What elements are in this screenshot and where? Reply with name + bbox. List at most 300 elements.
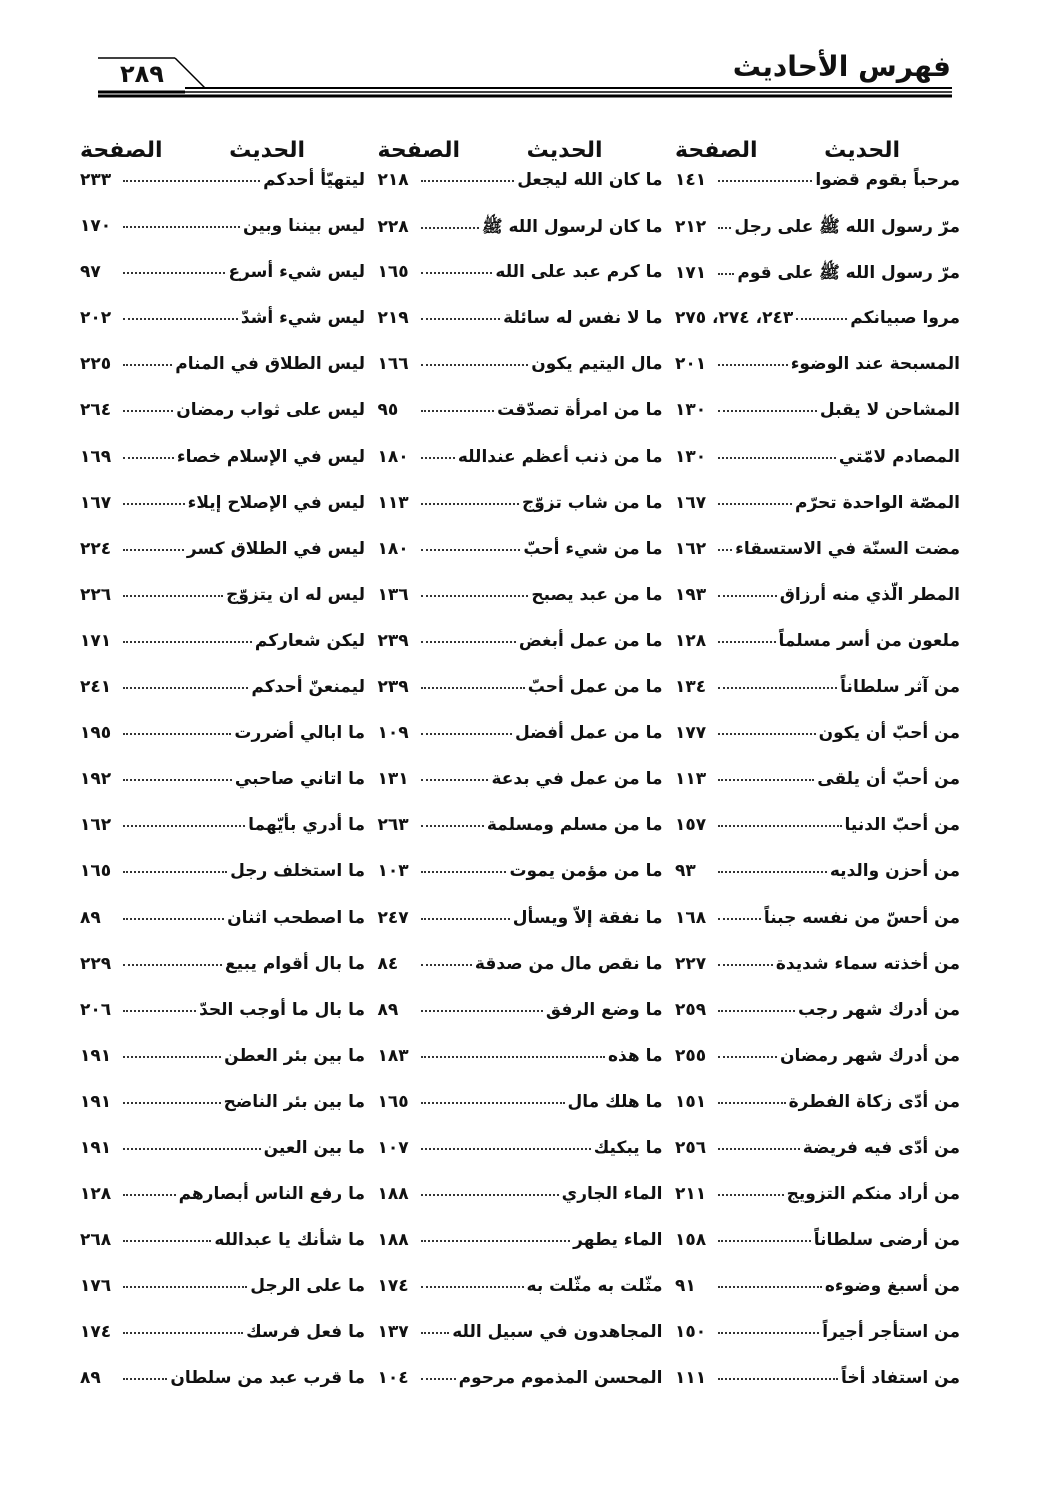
index-entry xyxy=(675,1046,960,1092)
hadith-text: من أحبّ أن يلقى xyxy=(817,769,960,790)
hadith-text: ما بال أقوام يبيع xyxy=(225,953,365,974)
page-reference: ١٦٢ xyxy=(80,815,112,836)
hadith-text: المصادم لامّتي xyxy=(838,446,960,467)
dot-leader xyxy=(718,825,842,827)
page-reference: ٢٢٤ xyxy=(80,538,112,559)
hadith-text: من أحزن والديه xyxy=(829,861,960,882)
hadith-text: ما وضع الرفق xyxy=(545,999,663,1020)
index-entry xyxy=(378,1276,663,1322)
dot-leader xyxy=(718,1102,786,1104)
index-entry xyxy=(675,400,960,446)
page-reference: ١٩١ xyxy=(80,1091,112,1112)
page-reference: ٢١٢ xyxy=(675,217,707,238)
hadith-text: ما من مؤمن يموت xyxy=(509,861,663,882)
hadith-text: ما استخلف رجل xyxy=(230,861,365,882)
index-entry xyxy=(378,585,663,631)
hadith-text: ملعون من أسر مسلماً xyxy=(778,630,960,651)
hadith-text: من أخذته سماء شديدة xyxy=(775,953,960,974)
index-entry xyxy=(675,723,960,769)
index-entry xyxy=(80,1230,365,1276)
dot-leader xyxy=(421,779,489,781)
index-column-1 xyxy=(80,130,365,1450)
hadith-text: ما فعل فرسك xyxy=(246,1322,365,1343)
index-entry xyxy=(675,262,960,308)
page-reference: ٢٢٩ xyxy=(80,953,112,974)
page-reference: ٢٠١ xyxy=(675,354,707,375)
page-reference: ٢٤٧ xyxy=(377,907,409,928)
dot-leader xyxy=(421,1102,565,1104)
hadith-text: من أراد منكم التزويج xyxy=(786,1184,960,1205)
index-entry xyxy=(378,861,663,907)
index-entry xyxy=(675,1276,960,1322)
index-entry xyxy=(675,815,960,861)
dot-leader xyxy=(421,227,480,229)
dot-leader xyxy=(421,964,472,966)
dot-leader xyxy=(421,641,516,643)
index-entry xyxy=(80,1322,365,1368)
dot-leader xyxy=(718,1056,777,1058)
page-reference: ٢١١ xyxy=(675,1184,707,1205)
index-entry xyxy=(378,723,663,769)
dot-leader xyxy=(123,687,248,689)
page-reference: ٢٢٥ xyxy=(80,354,112,375)
index-entry xyxy=(80,1092,365,1138)
page-reference: ١٧٤ xyxy=(80,1322,112,1343)
hadith-text: المجاهدون في سبيل الله xyxy=(452,1322,663,1343)
index-entry xyxy=(80,1276,365,1322)
index-entry xyxy=(80,908,365,954)
dot-leader xyxy=(123,1378,167,1380)
dot-leader xyxy=(421,503,520,505)
dot-leader xyxy=(123,871,227,873)
index-entry xyxy=(80,400,365,446)
page-reference: ٢١٩ xyxy=(377,308,409,329)
dot-leader xyxy=(123,641,252,643)
hadith-text: المصّة الواحدة تحرّم xyxy=(795,492,960,513)
page-reference: ١٧٦ xyxy=(80,1276,112,1297)
index-entry xyxy=(675,1368,960,1414)
page-reference: ١٦٢ xyxy=(675,538,707,559)
page-reference: ٩٥ xyxy=(377,400,399,421)
page-reference: ١٦٨ xyxy=(675,907,707,928)
page-reference: ١٧٤ xyxy=(377,1276,409,1297)
page-reference: ٢٢٧ xyxy=(675,953,707,974)
dot-leader xyxy=(421,825,484,827)
dot-leader xyxy=(421,457,455,459)
dot-leader xyxy=(123,549,184,551)
hadith-text: المحسن المذموم مرحوم xyxy=(458,1368,663,1389)
dot-leader xyxy=(421,549,521,551)
index-entry xyxy=(378,400,663,446)
page-number: ٢٨٩ xyxy=(120,60,164,88)
hadith-text: الماء الجاري xyxy=(561,1184,663,1205)
index-entry xyxy=(675,1230,960,1276)
column-rows xyxy=(378,170,663,1415)
page-reference: ٢٦٨ xyxy=(80,1230,112,1251)
dot-leader xyxy=(123,1194,176,1196)
hadith-text: ما نفقة إلاّ ويسأل xyxy=(512,907,663,928)
hadith-text: ما بين العين xyxy=(263,1137,365,1158)
dot-leader xyxy=(123,918,224,920)
dot-leader xyxy=(123,180,260,182)
dot-leader xyxy=(421,733,512,735)
dot-leader xyxy=(718,779,814,781)
page-reference: ١٣٤ xyxy=(675,677,707,698)
dot-leader xyxy=(718,871,827,873)
index-entry xyxy=(378,1184,663,1230)
index-entry xyxy=(675,493,960,539)
hadith-text: ما من عمل أفضل xyxy=(514,723,663,744)
dot-leader xyxy=(718,457,836,459)
page-reference: ١٠٣ xyxy=(377,861,409,882)
page-reference: ٢٠٦ xyxy=(80,999,112,1020)
page-reference: ٢٤٣، ٢٧٤، ٢٧٥ xyxy=(675,308,794,329)
dot-leader xyxy=(123,1286,247,1288)
index-entry xyxy=(378,769,663,815)
index-entry xyxy=(80,631,365,677)
hadith-text: ما كان لرسول الله ﷺ xyxy=(482,217,663,238)
index-column-3 xyxy=(675,130,960,1450)
index-entry xyxy=(378,493,663,539)
page-reference: ١٣٧ xyxy=(377,1322,409,1343)
index-entry xyxy=(675,954,960,1000)
page-reference: ٩٧ xyxy=(80,262,101,283)
hadith-text: ما على الرجل xyxy=(250,1276,365,1297)
dot-leader xyxy=(123,1332,243,1334)
index-entry xyxy=(675,354,960,400)
dot-leader xyxy=(123,1148,261,1150)
index-entry xyxy=(80,1046,365,1092)
index-entry xyxy=(675,861,960,907)
index-entry xyxy=(675,216,960,262)
hadith-text: مرحباً بقوم قضوا xyxy=(815,170,960,190)
column-heading-page: الصفحة xyxy=(80,137,163,163)
hadith-text: ليس الطلاق في المنام xyxy=(175,354,365,375)
index-entry xyxy=(378,1322,663,1368)
dot-leader xyxy=(718,180,812,182)
index-entry xyxy=(378,447,663,493)
dot-leader xyxy=(421,272,493,274)
index-entry xyxy=(378,170,663,216)
dot-leader xyxy=(123,1010,196,1012)
hadith-text: ليس في الطلاق كسر xyxy=(186,538,365,559)
column-header xyxy=(378,130,663,170)
column-heading-hadith: الحديث xyxy=(824,137,900,163)
hadith-text: من أدّى زكاة الفطرة xyxy=(788,1091,960,1112)
index-entry xyxy=(378,1000,663,1046)
index-entry xyxy=(378,1092,663,1138)
hadith-text: من استفاد أخاً xyxy=(841,1368,960,1389)
index-entry xyxy=(378,1138,663,1184)
page-reference: ١٧٠ xyxy=(80,216,112,237)
hadith-text: من أحبّ أن يكون xyxy=(818,723,960,744)
hadith-text: ليس على ثواب رمضان xyxy=(176,400,365,421)
dot-leader xyxy=(123,964,222,966)
hadith-text: المطر الّذي منه أرزاق xyxy=(779,584,960,605)
dot-leader xyxy=(718,1240,811,1242)
page-reference: ١٨٨ xyxy=(377,1230,409,1251)
page-reference: ٩١ xyxy=(675,1276,696,1297)
page-reference: ٢٣٩ xyxy=(377,677,409,698)
column-heading-page: الصفحة xyxy=(675,137,758,163)
dot-leader xyxy=(123,825,245,827)
page-reference: ١٠٤ xyxy=(377,1368,409,1389)
hadith-text: ما لا نفس له سائلة xyxy=(503,308,663,329)
dot-leader xyxy=(421,1240,571,1242)
dot-leader xyxy=(421,1010,543,1012)
column-rows xyxy=(675,170,960,1415)
index-entry xyxy=(675,908,960,954)
index-entry xyxy=(80,216,365,262)
dot-leader xyxy=(421,687,525,689)
index-entry xyxy=(675,1184,960,1230)
hadith-text: ليتهيّأ أحدكم xyxy=(263,170,365,190)
hadith-text: ليس في الإسلام خصاء xyxy=(176,446,365,467)
index-entry xyxy=(378,1368,663,1414)
dot-leader xyxy=(123,595,223,597)
hadith-text: مال اليتيم يكون xyxy=(531,354,663,375)
index-entry xyxy=(378,954,663,1000)
dot-leader xyxy=(718,918,761,920)
page-reference: ٢٣٣ xyxy=(80,170,112,190)
dot-leader xyxy=(421,595,529,597)
index-entry xyxy=(378,908,663,954)
index-columns xyxy=(80,130,960,1450)
page-reference: ٢١٨ xyxy=(377,170,409,190)
dot-leader xyxy=(421,1378,456,1380)
hadith-text: من أحسّ من نفسه جبناً xyxy=(763,907,960,928)
column-heading-hadith: الحديث xyxy=(229,137,305,163)
page-reference: ١٢٨ xyxy=(80,1184,112,1205)
page-reference: ١٦٩ xyxy=(80,446,112,467)
dot-leader xyxy=(123,1102,221,1104)
index-entry xyxy=(675,585,960,631)
dot-leader xyxy=(718,549,732,551)
index-entry xyxy=(378,262,663,308)
index-entry xyxy=(675,1092,960,1138)
column-rows xyxy=(80,170,365,1415)
hadith-text: ما هذه xyxy=(608,1045,663,1066)
dot-leader xyxy=(421,410,495,412)
index-entry xyxy=(80,447,365,493)
hadith-text: المسبحة عند الوضوء xyxy=(790,354,960,375)
dot-leader xyxy=(718,595,777,597)
dot-leader xyxy=(718,410,817,412)
page-reference: ١٨٠ xyxy=(377,446,409,467)
page-reference: ١٩٣ xyxy=(675,584,707,605)
index-entry xyxy=(80,677,365,723)
index-entry xyxy=(675,539,960,585)
hadith-text: ما من عمل أحبّ xyxy=(527,677,663,698)
index-entry xyxy=(378,631,663,677)
dot-leader xyxy=(718,1286,822,1288)
dot-leader xyxy=(123,318,238,320)
hadith-text: ما من مسلم ومسلمة xyxy=(486,815,663,836)
dot-leader xyxy=(421,918,510,920)
dot-leader xyxy=(123,503,185,505)
index-entry xyxy=(675,447,960,493)
index-entry xyxy=(675,631,960,677)
hadith-text: ما كان الله ليجعل xyxy=(517,170,663,190)
column-heading-hadith: الحديث xyxy=(526,137,603,163)
dot-leader xyxy=(123,1056,221,1058)
page-reference: ٩٣ xyxy=(675,861,696,882)
column-header xyxy=(80,130,365,170)
page-reference: ٢٦٤ xyxy=(80,400,112,421)
index-entry xyxy=(80,1184,365,1230)
page-reference: ١٠٧ xyxy=(377,1137,409,1158)
dot-leader xyxy=(421,1148,591,1150)
index-entry xyxy=(80,769,365,815)
page-reference: ١٦٧ xyxy=(675,492,707,513)
page-reference: ١٥٧ xyxy=(675,815,707,836)
hadith-text: ما يبكيك xyxy=(593,1137,663,1158)
dot-leader xyxy=(718,964,773,966)
hadith-text: ما من عبد يصبح xyxy=(531,584,663,605)
index-entry xyxy=(378,539,663,585)
hadith-text: ما قرب عبد من سلطان xyxy=(170,1368,365,1389)
page-reference: ١١١ xyxy=(675,1368,707,1389)
page-reference: ١٦٧ xyxy=(80,492,112,513)
dot-leader xyxy=(421,1332,450,1334)
page-reference: ٢٦٣ xyxy=(377,815,409,836)
hadith-text: الماء يطهر xyxy=(573,1230,663,1251)
page-reference: ١٧١ xyxy=(80,630,112,651)
hadith-text: من أدرك شهر رمضان xyxy=(780,1045,960,1066)
index-entry xyxy=(80,723,365,769)
page-reference: ١٦٥ xyxy=(377,1091,409,1112)
dot-leader xyxy=(718,733,816,735)
hadith-text: ما بين بئر العطن xyxy=(224,1045,365,1066)
dot-leader xyxy=(718,1148,800,1150)
index-entry xyxy=(675,1138,960,1184)
dot-leader xyxy=(718,1010,795,1012)
hadith-text: ما شأنك يا عبدالله xyxy=(214,1230,365,1251)
hadith-text: ما نقص مال من صدقة xyxy=(474,953,663,974)
page-reference: ٨٩ xyxy=(80,1368,101,1389)
index-entry xyxy=(80,585,365,631)
dot-leader xyxy=(123,779,232,781)
index-entry xyxy=(378,815,663,861)
page-reference: ١٢٨ xyxy=(675,630,707,651)
page-reference: ٢٠٢ xyxy=(80,308,112,329)
page-reference: ١٩١ xyxy=(80,1045,112,1066)
page-header xyxy=(0,0,1041,110)
index-entry xyxy=(378,216,663,262)
index-entry xyxy=(80,308,365,354)
page-reference: ١٧١ xyxy=(675,263,707,284)
index-entry xyxy=(675,677,960,723)
hadith-text: مرّ رسول الله ﷺ على قوم xyxy=(737,263,960,284)
index-entry xyxy=(80,539,365,585)
index-entry xyxy=(378,677,663,723)
page-reference: ١٥١ xyxy=(675,1091,707,1112)
index-entry xyxy=(80,861,365,907)
page-reference: ٢٥٦ xyxy=(675,1137,707,1158)
hadith-text: ما اتاني صاحبي xyxy=(234,769,365,790)
page-reference: ١٩٢ xyxy=(80,769,112,790)
page-reference: ١٠٩ xyxy=(377,723,409,744)
index-entry xyxy=(80,354,365,400)
page-reference: ١٨٣ xyxy=(377,1045,409,1066)
hadith-text: من أسبغ وضوءه xyxy=(824,1276,960,1297)
hadith-text: ليس في الإصلاح إيلاء xyxy=(187,492,365,513)
page-reference: ٢٣٩ xyxy=(377,630,409,651)
hadith-text: ليكن شعاركم xyxy=(254,630,365,651)
hadith-text: ليمنعنّ أحدكم xyxy=(251,677,365,698)
hadith-text: ما كرم عبد على الله xyxy=(495,262,663,283)
hadith-text: ما من امرأة تصدّقت xyxy=(497,400,663,421)
page-reference: ١١٣ xyxy=(377,492,409,513)
hadith-text: المشاحن لا يقبل xyxy=(819,400,960,421)
dot-leader xyxy=(123,1240,211,1242)
index-entry xyxy=(675,1322,960,1368)
dot-leader xyxy=(796,318,847,320)
hadith-text: مرّ رسول الله ﷺ على رجل xyxy=(734,217,960,238)
hadith-text: ما أدري بأيّهما xyxy=(248,815,365,836)
index-entry xyxy=(675,769,960,815)
hadith-text: ما هلك مال xyxy=(567,1091,663,1112)
index-entry xyxy=(80,493,365,539)
hadith-text: ما من عمل في بدعة xyxy=(491,769,663,790)
dot-leader xyxy=(718,641,776,643)
page-reference: ٨٤ xyxy=(377,953,399,974)
hadith-text: من آثر سلطاناً xyxy=(840,677,960,698)
dot-leader xyxy=(123,410,173,412)
hadith-text: ليس شيء أشدّ xyxy=(240,308,365,329)
page-reference: ١٣١ xyxy=(377,769,409,790)
index-entry xyxy=(80,170,365,216)
index-entry xyxy=(80,262,365,308)
dot-leader xyxy=(421,871,507,873)
hadith-text: من استأجر أجيراً xyxy=(822,1322,960,1343)
dot-leader xyxy=(123,272,225,274)
dot-leader xyxy=(123,226,240,228)
index-entry xyxy=(675,308,960,354)
column-heading-page: الصفحة xyxy=(377,137,461,163)
hadith-text: ما اصطحب اثنان xyxy=(227,907,365,928)
dot-leader xyxy=(718,1378,838,1380)
page-reference: ١١٣ xyxy=(675,769,707,790)
dot-leader xyxy=(718,687,837,689)
hadith-text: من أحبّ الدنيا xyxy=(844,815,960,836)
dot-leader xyxy=(123,733,231,735)
page-reference: ٢٢٨ xyxy=(377,217,409,238)
hadith-text: من أدرك شهر رجب xyxy=(797,999,960,1020)
page-reference: ١٨٠ xyxy=(377,538,409,559)
dot-leader xyxy=(421,1286,524,1288)
hadith-text: مروا صبيانكم xyxy=(850,308,960,329)
page-reference: ١٩٥ xyxy=(80,723,112,744)
page-reference: ١٤١ xyxy=(675,170,707,190)
dot-leader xyxy=(421,1056,606,1058)
dot-leader xyxy=(123,364,172,366)
dot-leader xyxy=(718,1194,784,1196)
hadith-text: ما من شاب تزوّج xyxy=(522,492,663,513)
hadith-text: ما بال ما أوجب الحدّ xyxy=(199,999,365,1020)
dot-leader xyxy=(718,364,788,366)
hadith-text: ما من عمل أبغض xyxy=(518,630,663,651)
page-reference: ١٩١ xyxy=(80,1137,112,1158)
index-entry xyxy=(80,1368,365,1414)
dot-leader xyxy=(718,273,734,275)
hadith-text: ما رفع الناس أبصارهم xyxy=(178,1184,365,1205)
page-reference: ١٣٦ xyxy=(377,584,409,605)
page-reference: ١٨٨ xyxy=(377,1184,409,1205)
index-entry xyxy=(675,170,960,216)
dot-leader xyxy=(123,457,174,459)
column-header xyxy=(675,130,960,170)
